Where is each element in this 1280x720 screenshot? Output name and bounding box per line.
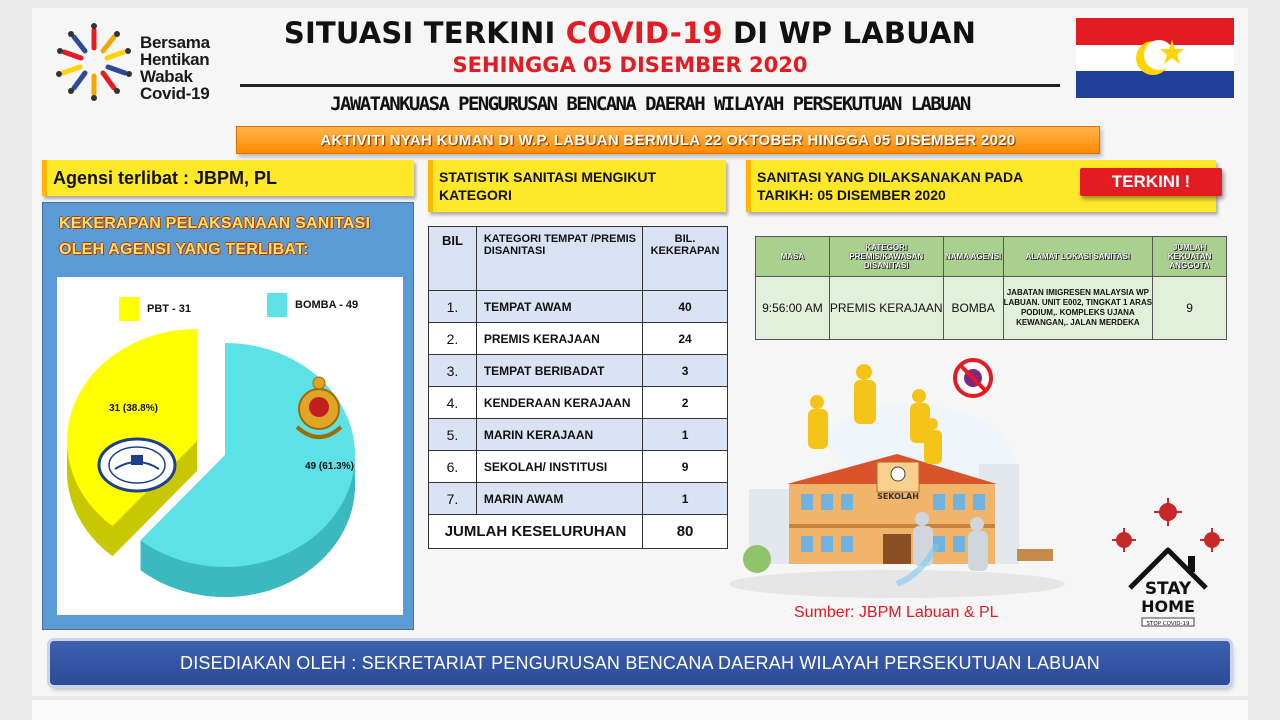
chart-title	[59, 211, 404, 263]
cell-category: MARIN KERAJAAN	[476, 419, 642, 451]
sanitation-illustration	[727, 344, 1067, 604]
cell-address: JABATAN IMIGRESEN MALAYSIA WP LABUAN. UNIT E002, TINGKAT 1 ARAS PODIUM,. KOMPLEKS UJANA KEWANGAN,. JALAN MERDEKA	[1003, 277, 1153, 340]
cell-bil: 5.	[429, 419, 477, 451]
legend-label: PBT - 31	[147, 302, 192, 315]
header-bil: BIL	[429, 227, 477, 291]
cell-members: 9	[1153, 277, 1227, 340]
cell-category: MARIN AWAM	[476, 483, 642, 515]
sanitation-table	[755, 236, 1227, 340]
page-title	[260, 16, 1000, 50]
cell-bil: 1.	[429, 291, 477, 323]
data-label-bomba: 49 (61.3%)	[305, 461, 354, 472]
labuan-flag-icon	[1076, 18, 1234, 98]
cell-agency: BOMBA	[943, 277, 1003, 340]
stats-row	[429, 291, 728, 323]
stats-row	[429, 323, 728, 355]
logo-line: Bersama	[140, 33, 210, 52]
legend-label: BOMBA - 49	[295, 298, 359, 311]
cell-count: 1	[643, 419, 728, 451]
infographic-page	[32, 8, 1248, 696]
header-members: JUMLAH KEKUATAN ANGGOTA	[1153, 237, 1227, 277]
labuan-corporation-emblem-icon	[99, 439, 175, 491]
cell-category: TEMPAT AWAM	[476, 291, 642, 323]
total-value: 80	[643, 515, 728, 549]
stats-row	[429, 419, 728, 451]
sanitation-row	[756, 277, 1227, 340]
cell-time: 9:56:00 AM	[756, 277, 830, 340]
cell-bil: 3.	[429, 355, 477, 387]
sunburst-logo-icon	[54, 22, 134, 102]
pie-chart	[57, 277, 403, 615]
title-highlight: COVID-19	[565, 16, 723, 50]
stats-total-row	[429, 515, 728, 549]
data-label-pbt: 31 (38.8%)	[109, 403, 158, 414]
cell-bil: 4.	[429, 387, 477, 419]
cell-category: KENDERAAN KERAJAAN	[476, 387, 642, 419]
stay-home-line3: STOP COVID-19	[1146, 621, 1190, 627]
header-category: KATEGORI TEMPAT /PREMIS DISANITASI	[476, 227, 642, 291]
cell-count: 2	[643, 387, 728, 419]
agency-label: Agensi terlibat : JBPM, PL	[42, 160, 414, 196]
header-count: BIL. KEKERAPAN	[643, 227, 728, 291]
logo-line: Hentikan	[140, 50, 210, 69]
header-time: MASA	[756, 237, 830, 277]
stats-row	[429, 355, 728, 387]
header-address: ALAMAT LOKASI SANITASI	[1003, 237, 1153, 277]
stats-title: STATISTIK SANITASI MENGIKUT KATEGORI	[428, 160, 726, 212]
chart-title-line: KEKERAPAN PELAKSANAAN SANITASI	[59, 215, 371, 232]
sanitation-title-line: SANITASI YANG DILAKSANAKAN PADA	[757, 169, 1024, 185]
activity-banner: AKTIVITI NYAH KUMAN DI W.P. LABUAN BERMULA 22 OKTOBER HINGGA 05 DISEMBER 2020	[236, 126, 1100, 154]
stats-row	[429, 483, 728, 515]
page-subtitle: SEHINGGA 05 DISEMBER 2020	[452, 53, 808, 77]
logo-line: Covid-19	[140, 84, 210, 103]
stats-row	[429, 387, 728, 419]
chart-plot-area	[57, 277, 403, 615]
stay-home-icon	[1108, 494, 1228, 630]
stats-table	[428, 226, 728, 549]
cell-category: PREMIS KERAJAAN	[476, 323, 642, 355]
cell-bil: 6.	[429, 451, 477, 483]
stay-home-line1: STAY	[1144, 579, 1192, 599]
logo-line: Wabak	[140, 67, 193, 86]
footer-banner: DISEDIAKAN OLEH : SEKRETARIAT PENGURUSAN BENCANA DAERAH WILAYAH PERSEKUTUAN LABUAN	[50, 641, 1230, 685]
logo-wordmark	[140, 34, 210, 102]
cell-count: 1	[643, 483, 728, 515]
title-prefix: SITUASI TERKINI	[283, 16, 566, 50]
header-agency: NAMA AGENSI	[943, 237, 1003, 277]
stay-home-line2: HOME	[1141, 597, 1195, 616]
pie-slice-pbt-top	[67, 329, 197, 526]
stats-header-row	[429, 227, 728, 291]
total-label: JUMLAH KESELURUHAN	[429, 515, 643, 549]
sanitation-header-row	[756, 237, 1227, 277]
campaign-logo	[54, 22, 254, 112]
cell-count: 24	[643, 323, 728, 355]
cell-category: TEMPAT BERIBADAT	[476, 355, 642, 387]
sanitation-title-line: TARIKH: 05 DISEMBER 2020	[757, 187, 946, 203]
school-sign-text: SEKOLAH	[877, 492, 919, 501]
cell-category: SEKOLAH/ INSTITUSI	[476, 451, 642, 483]
cell-bil: 7.	[429, 483, 477, 515]
cell-count: 40	[643, 291, 728, 323]
title-divider	[240, 84, 1060, 87]
cell-bil: 2.	[429, 323, 477, 355]
latest-badge: TERKINI !	[1080, 168, 1222, 196]
source-note: Sumber: JBPM Labuan & PL	[794, 604, 999, 621]
stats-body	[429, 291, 728, 549]
title-suffix: DI WP LABUAN	[722, 16, 977, 50]
cell-count: 9	[643, 451, 728, 483]
pie-chart-panel	[42, 202, 414, 630]
header-premise-category: KATEGORI PREMIS/KAWASAN DISANITASI	[829, 237, 943, 277]
chart-title-line: OLEH AGENSI YANG TERLIBAT:	[59, 241, 309, 258]
committee-name: JAWATANKUASA PENGURUSAN BENCANA DAERAH WILAYAH PERSEKUTUAN LABUAN	[330, 93, 970, 115]
stats-row	[429, 451, 728, 483]
bottom-strip	[32, 700, 1248, 720]
cell-count: 3	[643, 355, 728, 387]
cell-premise-category: PREMIS KERAJAAN	[829, 277, 943, 340]
